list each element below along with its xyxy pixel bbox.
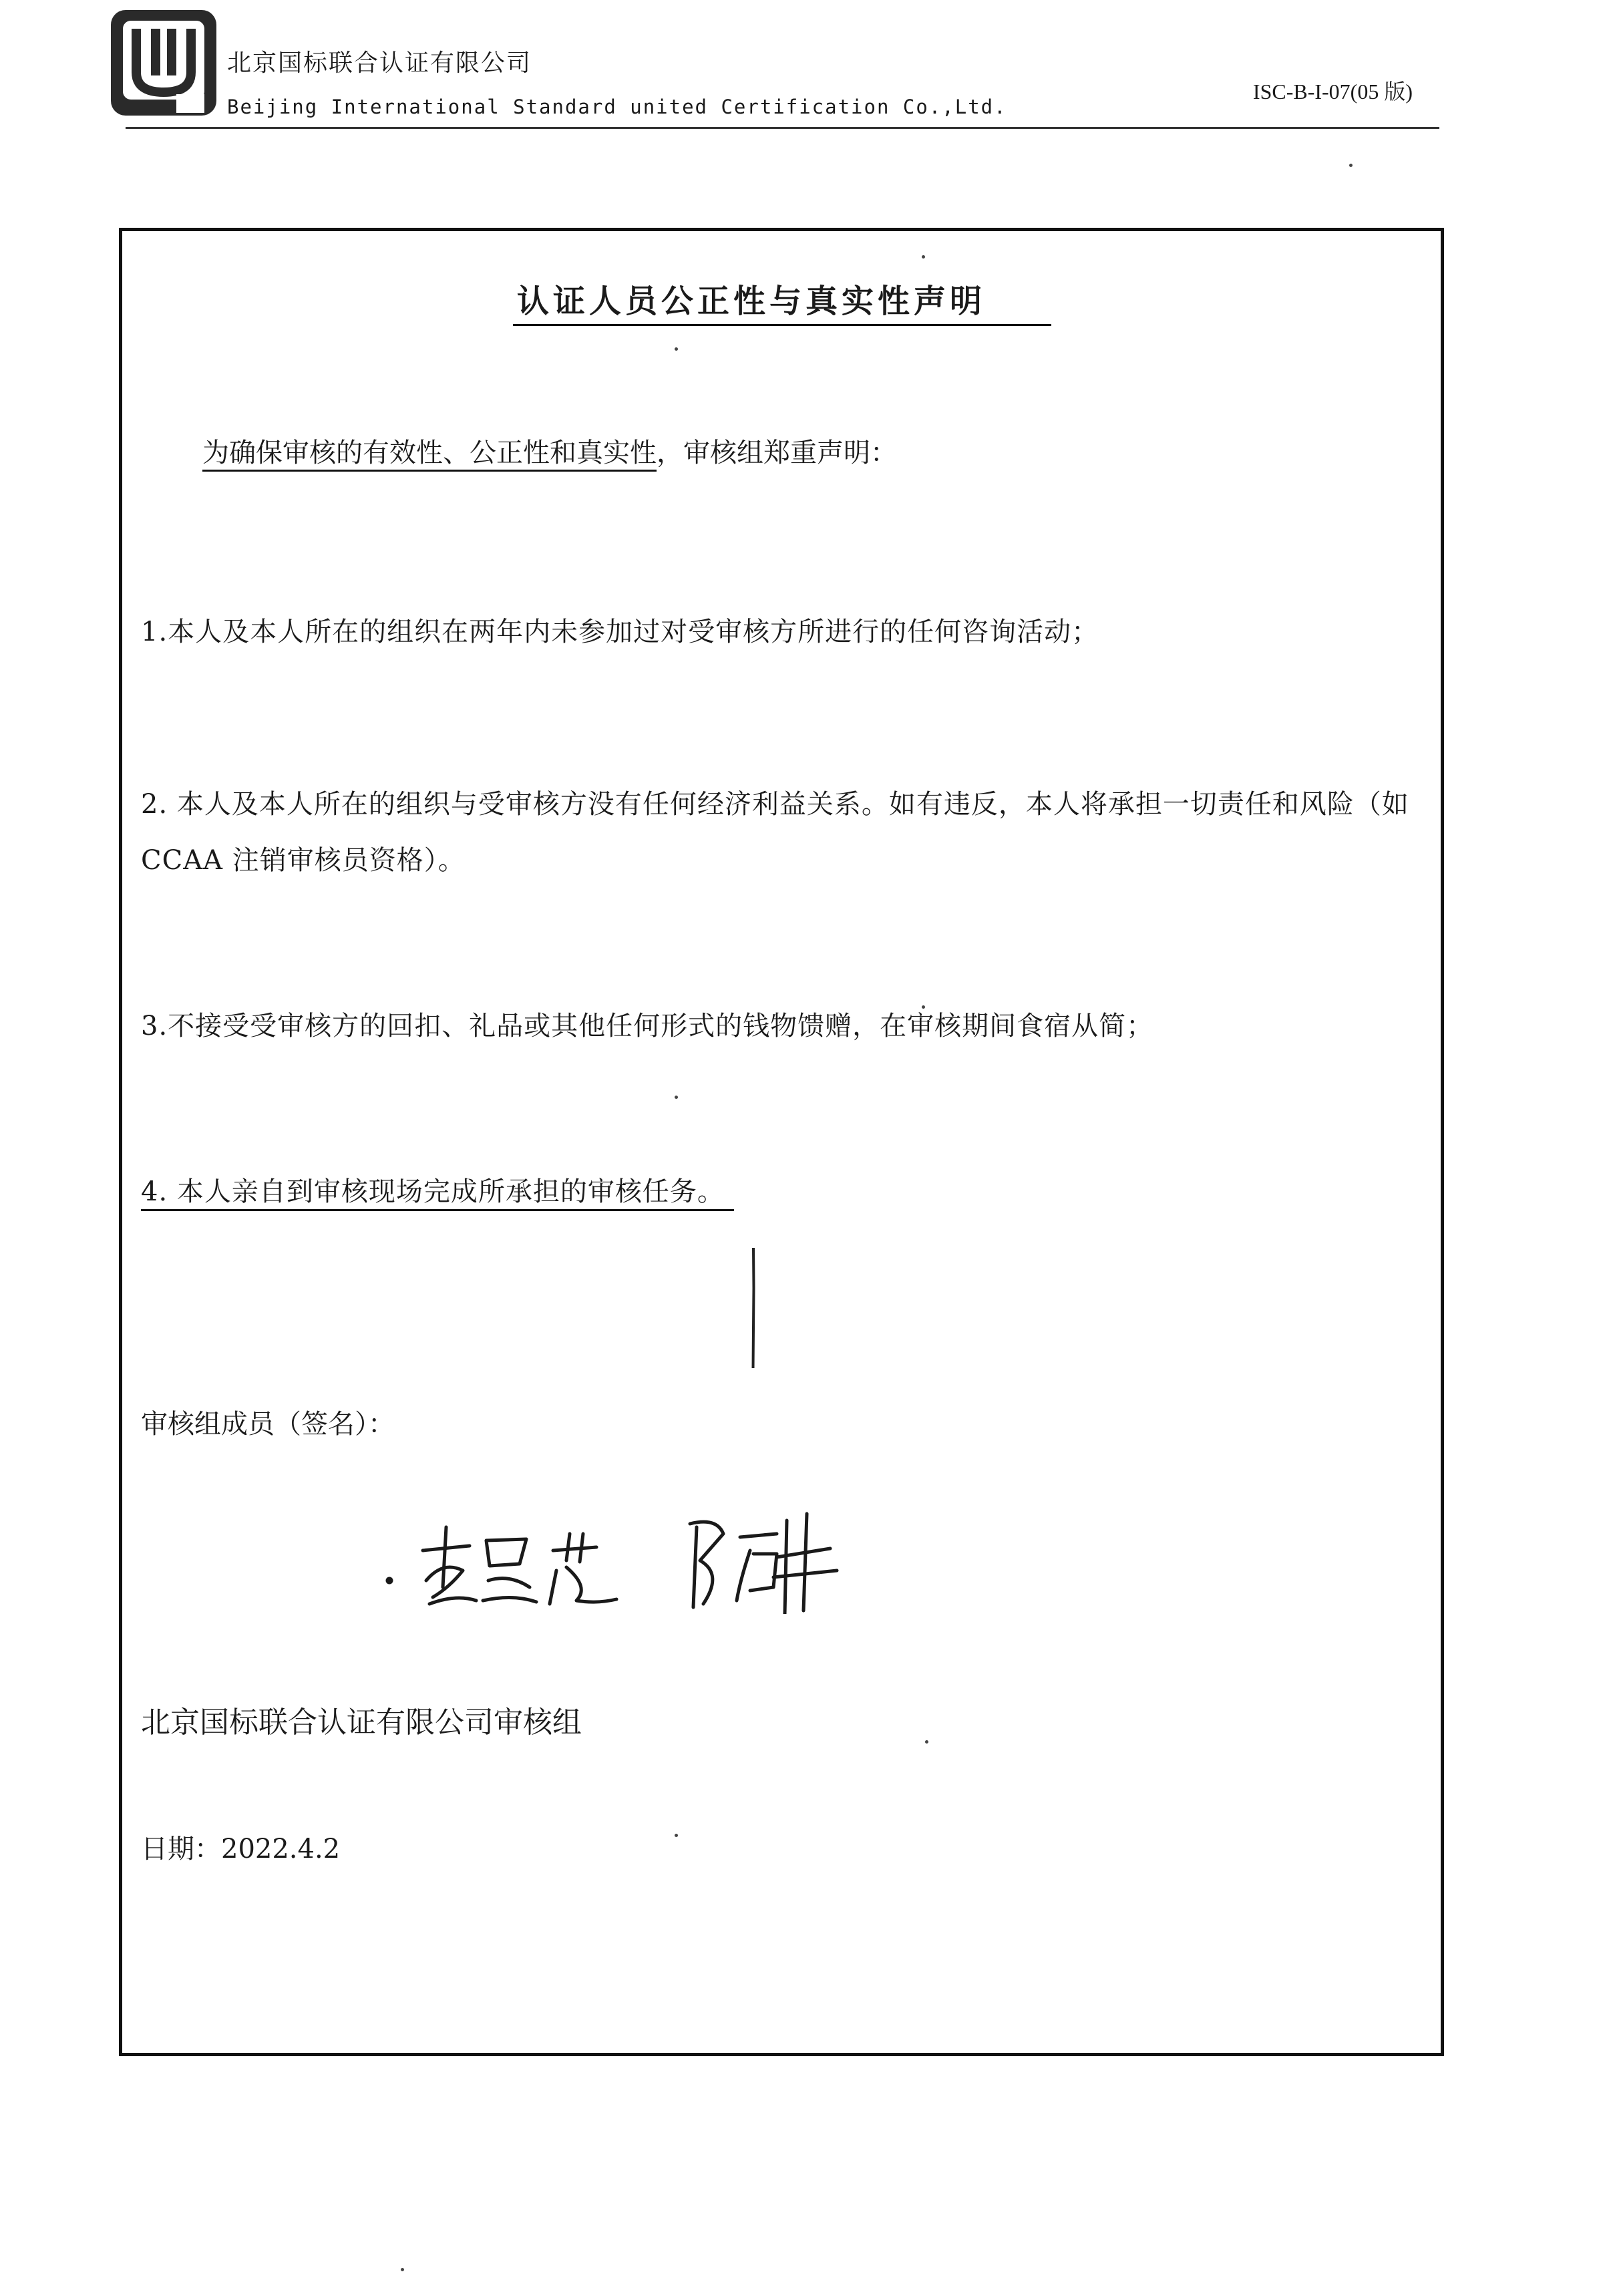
intro-statement bbox=[202, 432, 897, 470]
company-name-cn: 北京国标联合认证有限公司 bbox=[227, 49, 532, 77]
statement-frame bbox=[119, 228, 1444, 2056]
signature-label: 审核组成员（签名）： bbox=[141, 1409, 395, 1440]
document-title: 认证人员公正性与真实性声明 bbox=[517, 283, 987, 320]
intro-rest-text: ，审核组郑重声明： bbox=[657, 438, 897, 468]
form-code: ISC-B-I-07(05 版) bbox=[1252, 79, 1413, 104]
clause-2: 2. 本人及本人所在的组织与受审核方没有任何经济利益关系。如有违反，本人将承担一切责任和风险（如 CCAA 注销审核员资格）。 bbox=[141, 789, 1409, 876]
scan-speck bbox=[922, 255, 925, 259]
date-value: 2022.4.2 bbox=[221, 1834, 341, 1864]
scan-speck bbox=[675, 1834, 678, 1837]
audit-group-name: 北京国标联合认证有限公司审核组 bbox=[141, 1705, 582, 1740]
clause-3: 3.不接受受审核方的回扣、礼品或其他任何形式的钱物馈赠，在审核期间食宿从简； bbox=[141, 1011, 1154, 1041]
isc-logo-icon bbox=[110, 9, 218, 117]
date-line bbox=[141, 1828, 340, 1866]
title-underline bbox=[513, 324, 1051, 326]
handwritten-signatures-icon bbox=[376, 1487, 977, 1614]
scan-speck bbox=[925, 1740, 928, 1744]
scan-speck bbox=[401, 2268, 404, 2271]
date-label: 日期： bbox=[141, 1834, 221, 1864]
header-divider bbox=[126, 127, 1439, 129]
company-name-en: Beijing International Standard united Certification Co.,Ltd. bbox=[227, 96, 1007, 118]
scan-speck bbox=[675, 347, 678, 351]
scan-speck bbox=[922, 1005, 925, 1009]
letterhead bbox=[107, 5, 1439, 132]
intro-underlined-text: 为确保审核的有效性、公正性和真实性 bbox=[202, 438, 657, 472]
clause-1: 1.本人及本人所在的组织在两年内未参加过对受审核方所进行的任何咨询活动； bbox=[141, 617, 1099, 647]
clause-4 bbox=[141, 1164, 1430, 1220]
scan-speck bbox=[1349, 164, 1353, 167]
clause-4-text: 4. 本人亲自到审核现场完成所承担的审核任务。 bbox=[141, 1176, 734, 1211]
pen-stroke-mark bbox=[751, 1248, 756, 1368]
scan-speck bbox=[675, 1096, 678, 1099]
